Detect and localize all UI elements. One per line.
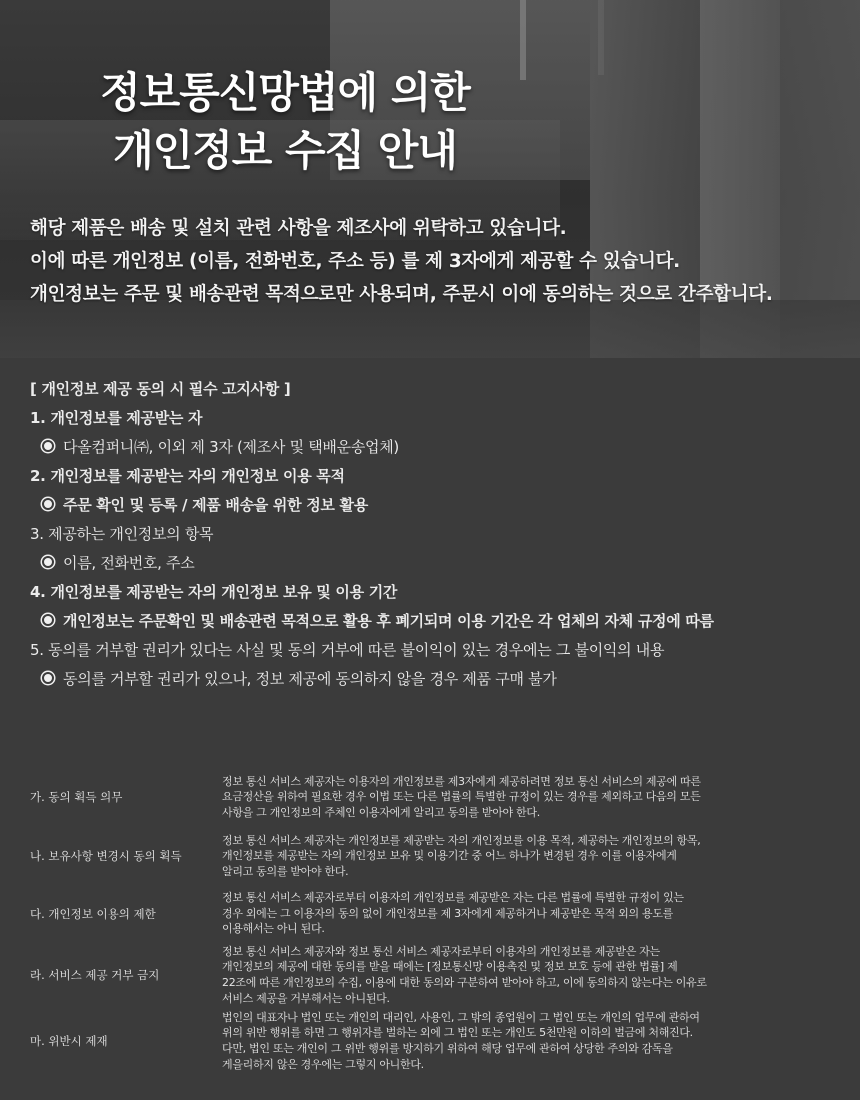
law-line: 법인의 대표자나 법인 또는 개인의 대리인, 사용인, 그 밖의 종업원이 그 법인 또는 개인의 업무에 관하여 <box>222 1010 700 1024</box>
law-line: 요금정산을 위하여 필요한 경우 이법 또는 다른 법률의 특별한 규정이 있는 경우를 제외하고 다음의 모든 <box>222 790 701 804</box>
law-key: 다. 개인정보 이용의 제한 <box>30 906 156 921</box>
notice-item-detail <box>30 607 840 636</box>
notice-detail-text: 주문 확인 및 등록 / 제품 배송을 위한 정보 활용 <box>63 496 368 514</box>
notice-item-detail <box>30 665 840 694</box>
law-key: 나. 보유사항 변경시 동의 획득 <box>30 849 182 863</box>
notice-title-text: 2. 개인정보를 제공받는 자의 개인정보 이용 목적 <box>30 467 345 485</box>
law-row <box>30 1009 842 1073</box>
notice-detail-text: 이름, 전화번호, 주소 <box>63 554 195 572</box>
law-line: 다만, 법인 또는 개인이 그 위반 행위를 방지하기 위하여 해당 업무에 관하여 상당한 주의와 감독을 <box>222 1042 673 1055</box>
law-key: 가. 동의 획득 의무 <box>30 790 123 804</box>
law-row <box>30 826 842 886</box>
notice-section <box>30 375 840 694</box>
notice-detail-text: 다올컴퍼니㈜, 이외 제 3자 (제조사 및 택배운송업체) <box>63 438 399 456</box>
law-text <box>222 941 842 1009</box>
notice-item-detail <box>30 433 840 462</box>
bullet-icon <box>42 614 54 626</box>
law-line: 경우 외에는 그 이용자의 동의 없이 개인정보를 제 3자에게 제공하거나 제공받은 목적 외의 용도를 <box>222 906 673 920</box>
notice-heading: [ 개인정보 제공 동의 시 필수 고지사항 ] <box>30 380 291 398</box>
notice-detail-text: 개인정보는 주문확인 및 배송관련 목적으로 활용 후 폐기되며 이용 기간은 각 업체의 자체 규정에 따름 <box>63 612 714 630</box>
notice-item-title: 3. 제공하는 개인정보의 항목 <box>30 525 214 543</box>
law-line: 정보 통신 서비스 제공자로부터 이용자의 개인정보를 제공받은 자는 다른 법률에 특별한 규정이 있는 <box>222 891 684 905</box>
law-line: 알리고 동의를 받아야 한다. <box>222 864 349 878</box>
notice-item-title: 4. 개인정보를 제공받는 자의 개인정보 보유 및 이용 기간 <box>30 583 398 601</box>
notice-item-title: 5. 동의를 거부할 권리가 있다는 사실 및 동의 거부에 따른 불이익이 있는 경우에는 그 불이익의 내용 <box>30 641 665 659</box>
law-line: 서비스 제공을 거부해서는 아니된다. <box>222 991 390 1005</box>
intro-line: 이에 따른 개인정보 (이름, 전화번호, 주소 등) 를 제 3자에게 제공할 수 있습니다. <box>30 251 680 272</box>
notice-item-title: 1. 개인정보를 제공받는 자 <box>30 409 203 427</box>
page-title <box>0 64 570 180</box>
intro-text <box>30 212 840 311</box>
notice-item-title <box>30 462 840 491</box>
bullet-icon <box>42 440 54 452</box>
law-line: 정보 통신 서비스 제공자는 이용자의 개인정보를 제3자에게 제공하려면 정보 통신 서비스의 제공에 따른 <box>222 774 701 788</box>
law-table <box>30 768 842 1073</box>
law-line: 이용해서는 아니 된다. <box>222 922 325 936</box>
title-line: 개인정보 수집 안내 <box>113 126 457 175</box>
law-line: 사항을 그 개인정보의 주체인 이용자에게 알리고 동의를 받아야 한다. <box>222 805 540 819</box>
law-line: 개인정보를 제공받는 자의 개인정보 보유 및 이용기간 중 어느 하나가 변경된 경우 이를 이용자에게 <box>222 849 677 863</box>
notice-item-detail <box>30 491 840 520</box>
law-line: 위의 위반 행위를 하면 그 행위자를 벌하는 외에 그 법인 또는 개인도 5천만원 이하의 벌금에 처해진다. <box>222 1026 693 1040</box>
law-line: 개인정보의 제공에 대한 동의를 받을 때에는 [정보통신망 이용촉진 및 정보 보호 등에 관한 법률] 제 <box>222 960 678 974</box>
law-text <box>222 886 842 941</box>
law-row <box>30 768 842 826</box>
law-key: 라. 서비스 제공 거부 금지 <box>30 968 160 982</box>
law-line: 22조에 따른 개인정보의 수집, 이용에 대한 동의와 구분하여 받아야 하고, 이에 동의하지 않는다는 이유로 <box>222 976 707 989</box>
notice-item-detail <box>30 549 840 578</box>
intro-line: 개인정보는 주문 및 배송관련 목적으로만 사용되며, 주문시 이에 동의하는 것으로 간주합니다. <box>30 284 773 305</box>
intro-line: 해당 제품은 배송 및 설치 관련 사항을 제조사에 위탁하고 있습니다. <box>30 218 567 239</box>
bullet-icon <box>42 556 54 568</box>
law-line: 정보 통신 서비스 제공자와 정보 통신 서비스 제공자로부터 이용자의 개인정보를 제공받은 자는 <box>222 944 660 958</box>
hero-banner <box>0 0 860 358</box>
law-text <box>222 826 842 886</box>
law-line: 게을리하지 않은 경우에는 그렇지 아니한다. <box>222 1057 424 1071</box>
law-text <box>222 1009 842 1073</box>
bullet-icon <box>42 498 54 510</box>
law-key: 마. 위반시 제재 <box>30 1034 108 1048</box>
bullet-icon <box>42 672 54 684</box>
title-line: 정보통신망법에 의한 <box>100 68 470 117</box>
law-line: 정보 통신 서비스 제공자는 개인정보를 제공받는 자의 개인정보를 이용 목적, 제공하는 개인정보의 항목, <box>222 833 701 847</box>
law-text <box>222 768 842 826</box>
notice-detail-text: 동의를 거부할 권리가 있으나, 정보 제공에 동의하지 않을 경우 제품 구매 불가 <box>63 670 557 688</box>
law-row <box>30 886 842 941</box>
law-row <box>30 941 842 1009</box>
